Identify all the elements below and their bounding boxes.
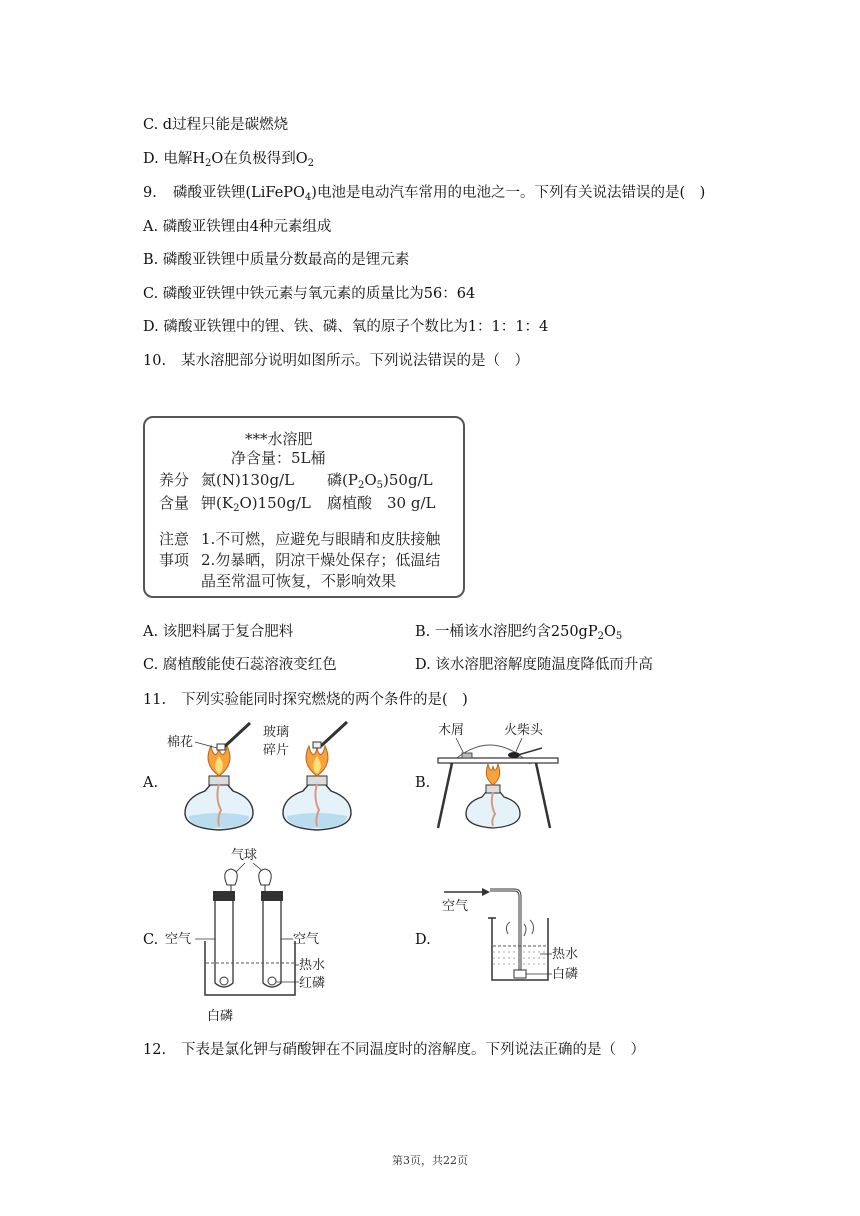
label-note-1: 1.不可燃，应避免与眼睛和皮肤接触 <box>201 530 441 548</box>
question-number: 10. <box>143 353 167 369</box>
question-11-option-c: C. <box>143 932 159 948</box>
test-tube-right <box>263 901 281 987</box>
glass-label-2: 碎片 <box>263 743 290 758</box>
balloon-right <box>259 869 272 885</box>
figure-b-tripod-sheet <box>430 718 570 833</box>
red-phosphorus <box>268 977 276 985</box>
option-d-prev: D. 电解$H_2O$在负极得到$O_2$ <box>143 151 315 169</box>
label-note-3: 晶至常温可恢复，不影响效果 <box>201 572 397 590</box>
balloon-left <box>225 869 238 885</box>
white-phosphorus-caption: 白磷 <box>207 1009 234 1024</box>
figure-d-beaker-air-tube <box>440 878 590 988</box>
tripod-leg <box>438 763 452 828</box>
question-10-option-c: C. 腐植酸能使石蕊溶液变红色 <box>143 657 337 673</box>
glass-shard <box>313 742 321 748</box>
stopper-right <box>261 891 283 901</box>
wood-chips <box>462 753 472 758</box>
figure-c-test-tubes <box>165 845 335 1000</box>
label-humic-acid: 腐植酸 30 g/L <box>327 494 436 512</box>
question-10-option-d: D. 该水溶肥溶解度随温度降低而升高 <box>415 657 653 673</box>
red-phosphorus-label: 红磷 <box>299 976 326 991</box>
cotton-piece <box>217 744 225 750</box>
match-head-label: 火柴头 <box>504 723 544 738</box>
question-9-option-c: C. 磷酸亚铁锂中铁元素与氧元素的质量比为56：64 <box>143 286 476 302</box>
question-11-stem: 11. 下列实验能同时探究燃烧的两个条件的是( ) <box>143 692 468 708</box>
label-phosphorus: 磷$(P_2O_5)50g/L$ <box>327 471 433 491</box>
label-title: ***水溶肥 <box>245 430 313 448</box>
label-note-2: 2.勿暴晒，阴凉干燥处保存；低温结 <box>201 551 441 569</box>
figure-a-alcohol-lamps <box>165 718 375 843</box>
question-9-option-a: A. 磷酸亚铁锂由4种元素组成 <box>143 219 332 235</box>
cotton-label: 棉花 <box>167 735 194 750</box>
alcohol-lamp <box>466 764 520 828</box>
label-potassium: 钾$(K_2O)150g/L$ <box>201 494 311 514</box>
tripod-leg <box>536 763 550 828</box>
page-footer: 第3页，共22页 <box>392 1154 468 1167</box>
question-11-option-b: B. <box>415 775 431 791</box>
white-phosphorus-label: 白磷 <box>552 967 579 982</box>
question-9-stem: 9. 磷酸亚铁锂(LiFePO$_4$)电池是电动汽车常用的电池之一。下列有关说法错误的是( ) <box>143 185 706 203</box>
tongs-left <box>223 723 250 748</box>
label-row-head: 含量 <box>159 494 190 512</box>
test-tube-left <box>215 901 233 987</box>
question-number: 12. <box>143 1042 167 1058</box>
question-9-option-b: B. 磷酸亚铁锂中质量分数最高的是锂元素 <box>143 252 410 268</box>
hot-water-label: 热水 <box>299 958 326 973</box>
hot-water-label: 热水 <box>552 947 579 962</box>
question-10-stem: 10. 某水溶肥部分说明如图所示。下列说法错误的是（ ） <box>143 353 529 369</box>
option-c-prev: C. d过程只能是碳燃烧 <box>143 117 289 133</box>
metal-sheet <box>438 758 558 763</box>
air-label: 空气 <box>442 899 469 914</box>
question-11-option-a: A. <box>143 775 159 791</box>
question-11-option-d: D. <box>415 932 431 948</box>
label-note-head: 事项 <box>159 551 190 569</box>
question-10-option-a: A. 该肥料属于复合肥料 <box>143 624 294 640</box>
air-right-label: 空气 <box>293 932 320 947</box>
right-lamp <box>283 746 351 830</box>
question-12-stem: 12. 下表是氯化钾与硝酸钾在不同温度时的溶解度。下列说法正确的是（ ） <box>143 1042 645 1058</box>
label-net-content: 净含量：5L桶 <box>231 449 326 467</box>
air-left-label: 空气 <box>165 932 192 947</box>
question-9-option-d: D. 磷酸亚铁锂中的锂、铁、磷、氧的原子个数比为1：1：1：4 <box>143 319 549 335</box>
question-number: 9. <box>143 185 157 201</box>
label-row-head: 养分 <box>159 471 190 489</box>
label-nitrogen: 氮(N)130g/L <box>201 471 295 489</box>
stopper-left <box>213 891 235 901</box>
question-10-option-b: B. 一桶该水溶肥约含$250gP_2O_5$ <box>415 624 623 642</box>
tongs-right <box>321 722 347 746</box>
label-note-head: 注意 <box>159 530 190 548</box>
white-phosphorus <box>220 977 228 985</box>
fertilizer-label-figure <box>143 416 465 598</box>
left-lamp <box>185 746 253 830</box>
balloon-label: 气球 <box>231 848 258 863</box>
question-number: 11. <box>143 692 167 708</box>
white-phosphorus <box>514 970 526 978</box>
glass-label-1: 玻璃 <box>263 725 290 740</box>
wood-chips-label: 木屑 <box>438 723 465 738</box>
